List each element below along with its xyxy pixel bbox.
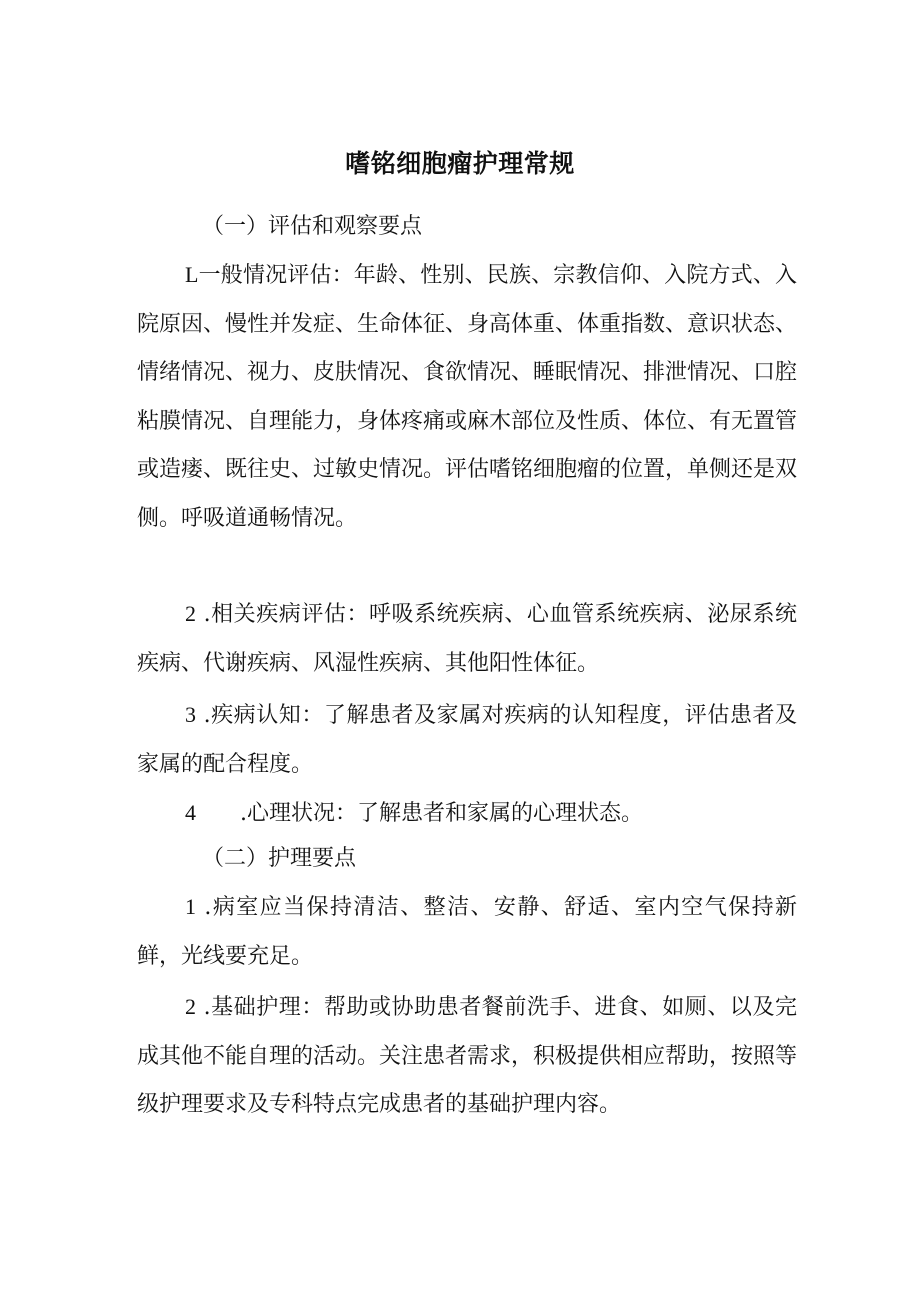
paragraph-psychological-status <box>137 789 797 839</box>
paragraph-related-disease <box>137 590 797 688</box>
item-text: .疾病认知：了解患者及家属对疾病的认知程度，评估患者及家属的配合程度。 <box>137 703 798 777</box>
paragraph-basic-care <box>137 983 797 1130</box>
item-text: .基础护理：帮助或协助患者餐前洗手、进食、如厕、以及完成其他不能自理的活动。关注患者需求，积极提供相应帮助，按照等级护理要求及专科特点完成患者的基础护理内容。 <box>137 995 798 1117</box>
item-text: .病室应当保持清洁、整洁、安静、舒适、室内空气保持新鲜，光线要充足。 <box>137 895 797 969</box>
item-number: 1 <box>185 894 196 919</box>
item-number: 2 <box>185 601 196 626</box>
section-heading-nursing: （二）护理要点 <box>202 846 357 871</box>
item-text: .相关疾病评估：呼吸系统疾病、心血管系统疾病、泌尿系统疾病、代谢疾病、风湿性疾病、其他阳性体征。 <box>137 602 798 676</box>
item-number: 3 <box>185 702 196 727</box>
item-number: L <box>185 262 199 287</box>
paragraph-general-assessment <box>137 251 797 543</box>
item-text: 一般情况评估：年龄、性别、民族、宗教信仰、入院方式、入院原因、慢性并发症、生命体征、身高体重、体重指数、意识状态、情绪情况、视力、皮肤情况、食欲情况、睡眠情况、排泄情况、口腔粘膜情况、自理能力，身体疼痛或麻木部位及性质、体位、有无置管或造瘘、既往史、过敏史情况。评估嗜铭细胞瘤的位置，单侧还是双侧。呼吸道通畅情况。 <box>137 263 798 531</box>
document-title: 嗜铭细胞瘤护理常规 <box>345 149 575 178</box>
section-heading-assessment: （一）评估和观察要点 <box>202 214 423 239</box>
item-number: 2 <box>185 994 196 1019</box>
item-text: .心理状况：了解患者和家属的心理状态。 <box>240 801 643 826</box>
paragraph-disease-cognition <box>137 691 797 789</box>
paragraph-ward-environment <box>137 883 797 981</box>
item-number: 4 <box>185 800 196 825</box>
